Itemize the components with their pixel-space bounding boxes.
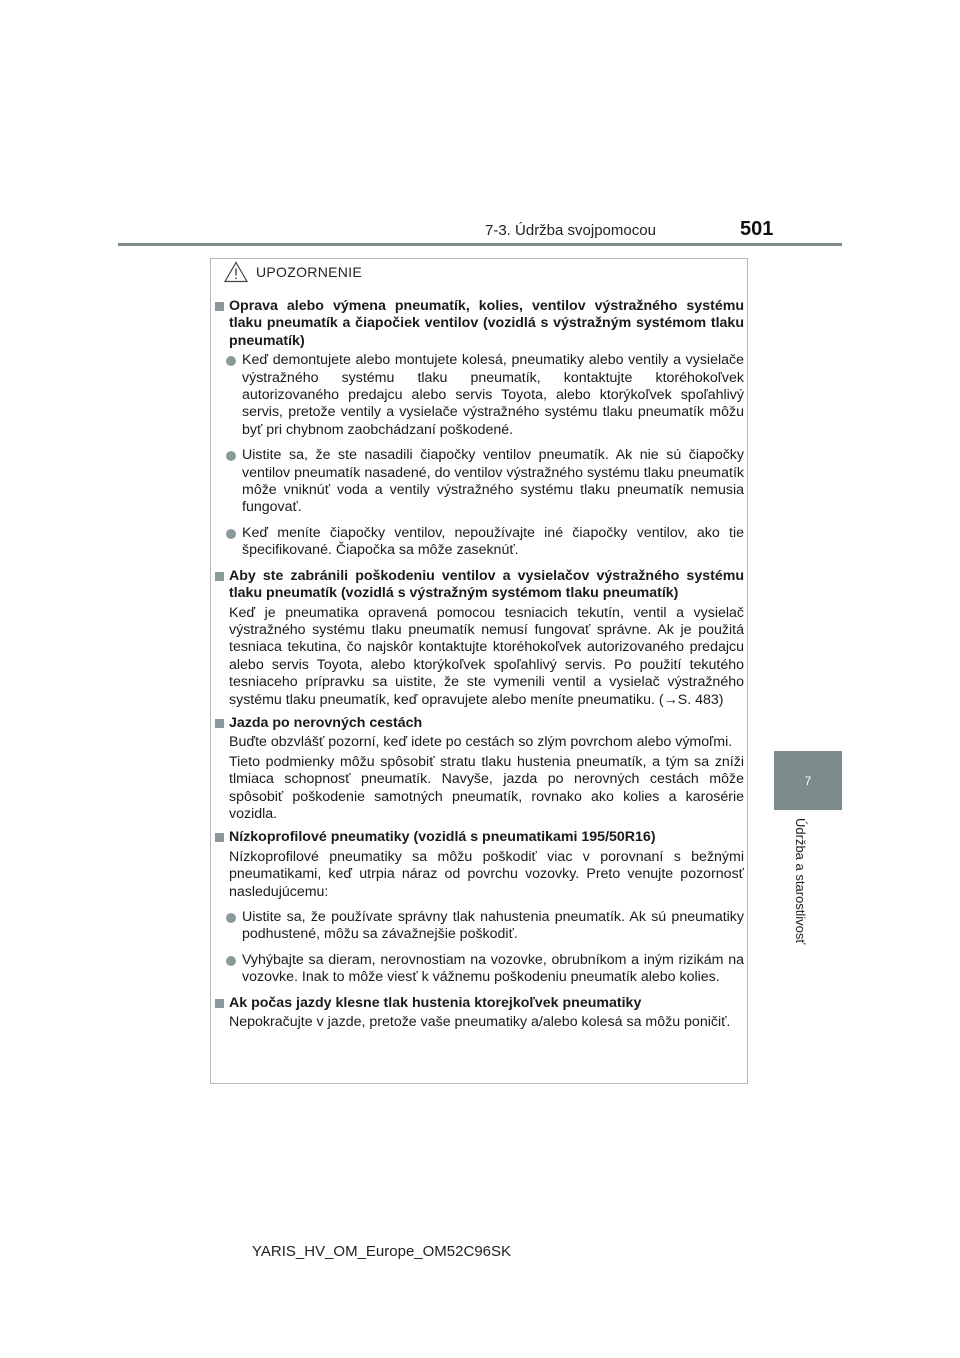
- list-item: [214, 525, 744, 560]
- section-heading-text: Nízkoprofilové pneumatiky (vozidlá s pneumatikami 195/50R16): [229, 829, 656, 846]
- paragraph: Buďte obzvlášť pozorní, keď idete po cestách so zlým povrchom alebo výmoľmi.: [229, 734, 733, 751]
- paragraph: Nízkoprofilové pneumatiky sa môžu poškodiť viac v porovnaní s bežnými pneumatikami, keď utrpia náraz od povrchu vozovky. Preto venujte pozornosť nasledujúcemu:: [229, 848, 744, 900]
- warning-triangle-icon: [224, 261, 248, 283]
- list-item-text: Vyhýbajte sa dieram, nerovnostiam na vozovke, obrubníkom a iným rizikám na vozovke. Inak to môže viesť k vážnemu poškodeniu pneumatík alebo kolies.: [242, 951, 744, 986]
- document-code: YARIS_HV_OM_Europe_OM52C96SK: [252, 1243, 512, 1260]
- list-item: [214, 447, 744, 517]
- square-marker-icon: [215, 719, 224, 728]
- section-heading-text: Jazda po nerovných cestách: [229, 714, 423, 731]
- page-number: 501: [740, 218, 774, 240]
- chapter-number: 7: [804, 773, 812, 788]
- list-item: [214, 952, 744, 987]
- square-marker-icon: [215, 572, 224, 581]
- list-item-text: Uistite sa, že ste nasadili čiapočky ventilov pneumatík. Ak nie sú čiapočky ventilov pneumatík nasadené, do ventilov výstražného systému tlaku pneumatík môže vniknúť voda a ventily výstražného systému tlaku pneumatík nemusia fungovať.: [242, 447, 744, 516]
- chapter-tab: [774, 751, 842, 810]
- section-heading: [214, 829, 744, 846]
- section-heading-text: Aby ste zabránili poškodeniu ventilov a vysielačov výstražného systému tlaku pneumatík (vozidlá s výstražným systémom tlaku pneumatík): [229, 567, 744, 602]
- square-marker-icon: [215, 302, 224, 311]
- circle-bullet-icon: [226, 529, 236, 539]
- square-marker-icon: [215, 833, 224, 842]
- paragraph: Nepokračujte v jazde, pretože vaše pneumatiky a/alebo kolesá sa môžu poničiť.: [229, 1014, 731, 1031]
- section-heading-text: Ak počas jazdy klesne tlak hustenia ktorejkoľvek pneumatiky: [229, 994, 642, 1011]
- list-item-text: Keď demontujete alebo montujete kolesá, pneumatiky alebo ventily a vysielače výstražného systému tlaku pneumatík, kontaktujte ktoréhokoľvek autorizovaného predajcu alebo servis Toyota, alebo ktorýkoľvek spoľahlivý servis, pretože ventily a vysielače výstražného systému tlaku pneumatík môžu byť pri chybnom zaobchádzaní poškodené.: [242, 352, 744, 438]
- warning-content: [214, 298, 744, 1033]
- paragraph: Keď je pneumatika opravená pomocou tesniacich tekutín, ventil a vysielač výstražného systému tlaku pneumatík nemusí fungovať správne. Ak je použitá tesniaca tekutina, čo najskôr kontaktujte ktoréhokoľvek autorizovaného predajcu alebo servis Toyota, alebo ktorýkoľvek spoľahlivý servis. Po použití tekutého tesniaceho prípravku sa uistite, že ste vymenili ventil a vysielač výstražného systému tlaku pneumatík, keď opravujete alebo meníte pneumatiku. (→S. 483): [229, 604, 744, 708]
- warning-heading: UPOZORNENIE: [256, 264, 362, 280]
- warning-header: [224, 256, 362, 288]
- section-title: 7-3. Údržba svojpomocou: [485, 222, 656, 239]
- list-item: [214, 352, 744, 439]
- section-heading: [214, 715, 744, 732]
- circle-bullet-icon: [226, 956, 236, 966]
- header-divider: [118, 243, 842, 246]
- circle-bullet-icon: [226, 451, 236, 461]
- section-heading: [214, 995, 744, 1012]
- circle-bullet-icon: [226, 356, 236, 366]
- section-heading: [214, 298, 744, 350]
- paragraph: Tieto podmienky môžu spôsobiť stratu tlaku hustenia pneumatík, a tým sa zníži tlmiaca schopnosť pneumatík. Navyše, jazda po nerovných cestách môže spôsobiť poškodenie samotných pneumatík, rovnako ako kolies a karosérie vozidla.: [229, 753, 744, 822]
- section-heading: [214, 568, 744, 603]
- section-heading-text: Oprava alebo výmena pneumatík, kolies, ventilov výstražného systému tlaku pneumatík a čiapočiek ventilov (vozidlá s výstražným systémom tlaku pneumatík): [229, 298, 744, 349]
- list-item-text: Uistite sa, že používate správny tlak nahustenia pneumatík. Ak sú pneumatiky podhustené, môžu sa závažnejšie poškodiť.: [242, 909, 744, 943]
- list-item-text: Keď meníte čiapočky ventilov, nepoužívajte iné čiapočky ventilov, ako tie špecifikované. Čiapočka sa môže zaseknúť.: [242, 524, 744, 559]
- circle-bullet-icon: [226, 913, 236, 923]
- chapter-label: Údržba a starostlivosť: [793, 818, 808, 945]
- list-item: [214, 909, 744, 944]
- square-marker-icon: [215, 999, 224, 1008]
